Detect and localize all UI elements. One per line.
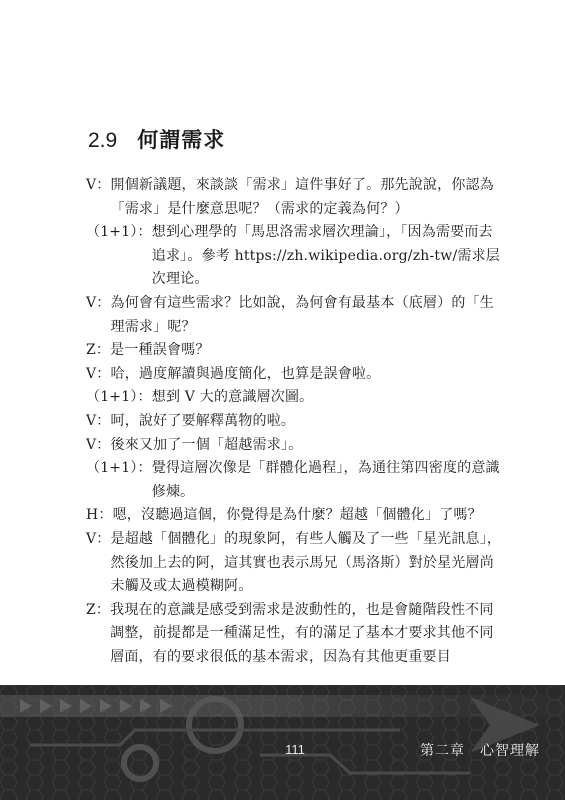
chapter-label: 第二章 心智理解 bbox=[420, 743, 540, 759]
speaker-label: V： bbox=[86, 177, 111, 193]
speaker-label: （1+1）： bbox=[86, 389, 152, 406]
dialogue-entry bbox=[86, 599, 506, 670]
dialogue-entry bbox=[86, 221, 506, 292]
section-title: 何謂需求 bbox=[137, 128, 226, 152]
dialogue-entry bbox=[86, 528, 506, 599]
speaker-label: （1+1）： bbox=[86, 224, 152, 241]
dialogue-entry bbox=[86, 410, 506, 434]
speaker-label: V： bbox=[86, 530, 111, 547]
speaker-label: Z： bbox=[86, 342, 111, 359]
dialogue-text: 是一種誤會嗎？ bbox=[110, 342, 210, 359]
dialogue-entry bbox=[86, 363, 506, 387]
dialogue-text: 想到心理學的「馬思洛需求層次理論」，「因為需要而去追求」。參考 https://zh.wikipedia.org/zh-tw/需求层次理论。 bbox=[151, 224, 500, 288]
speaker-label: Z： bbox=[86, 601, 111, 618]
dialogue-text: 想到 V 大的意識層次圖。 bbox=[151, 389, 314, 406]
dialogue-entry bbox=[86, 292, 506, 339]
dialogue-entry bbox=[86, 457, 506, 504]
dialogue-text: 覺得這層次像是「群體化過程」，為通往第四密度的意識修煉。 bbox=[151, 460, 500, 500]
dialogue-entry bbox=[86, 386, 506, 410]
speaker-label: H： bbox=[86, 507, 113, 524]
dialogue-entry bbox=[86, 174, 506, 221]
page-number: 111 bbox=[285, 742, 305, 757]
speaker-label: V： bbox=[86, 365, 111, 382]
speaker-label: （1+1）： bbox=[86, 460, 152, 477]
speaker-label: V： bbox=[86, 294, 111, 311]
dialogue-text: 是超越「個體化」的現象阿，有些人觸及了一些「星光訊息」，然後加上去的阿，這其實也表示馬兄（馬洛斯）對於星光層尚未觸及或太過模糊阿。 bbox=[110, 530, 502, 595]
dialogue-entry bbox=[86, 339, 506, 363]
dialogue-text: 我現在的意識是感受到需求是波動性的，也是會隨階段性不同調整，前提都是一種滿足性，有的滿足了基本才要求其他不同層面，有的要求很低的基本需求，因為有其他更重要目 bbox=[110, 601, 494, 665]
dialogue-text: 開個新議題，來談談「需求」這件事好了。那先說說，你認為「需求」是什麼意思呢？（需求的定義為何？） bbox=[110, 177, 494, 217]
dialogue-entry bbox=[86, 504, 506, 528]
section-number: 2.9 bbox=[88, 129, 118, 152]
dialogue-text: 哈，過度解讀與過度簡化，也算是誤會啦。 bbox=[110, 365, 381, 382]
dialogue-text: 為何會有這些需求？比如說，為何會有最基本（底層）的「生理需求」呢？ bbox=[110, 294, 494, 335]
dialogue-body bbox=[86, 174, 506, 669]
dialogue-text: 後來又加了一個「超越需求」。 bbox=[110, 436, 303, 453]
dialogue-text: 呵，說好了要解釋萬物的啦。 bbox=[110, 412, 296, 429]
section-heading bbox=[88, 124, 225, 154]
speaker-label: V： bbox=[86, 436, 111, 453]
dialogue-text: 嗯，沒聽過這個，你覺得是為什麼？超越「個體化」了嗎？ bbox=[112, 507, 482, 524]
dialogue-entry bbox=[86, 434, 506, 458]
speaker-label: V： bbox=[86, 412, 111, 429]
